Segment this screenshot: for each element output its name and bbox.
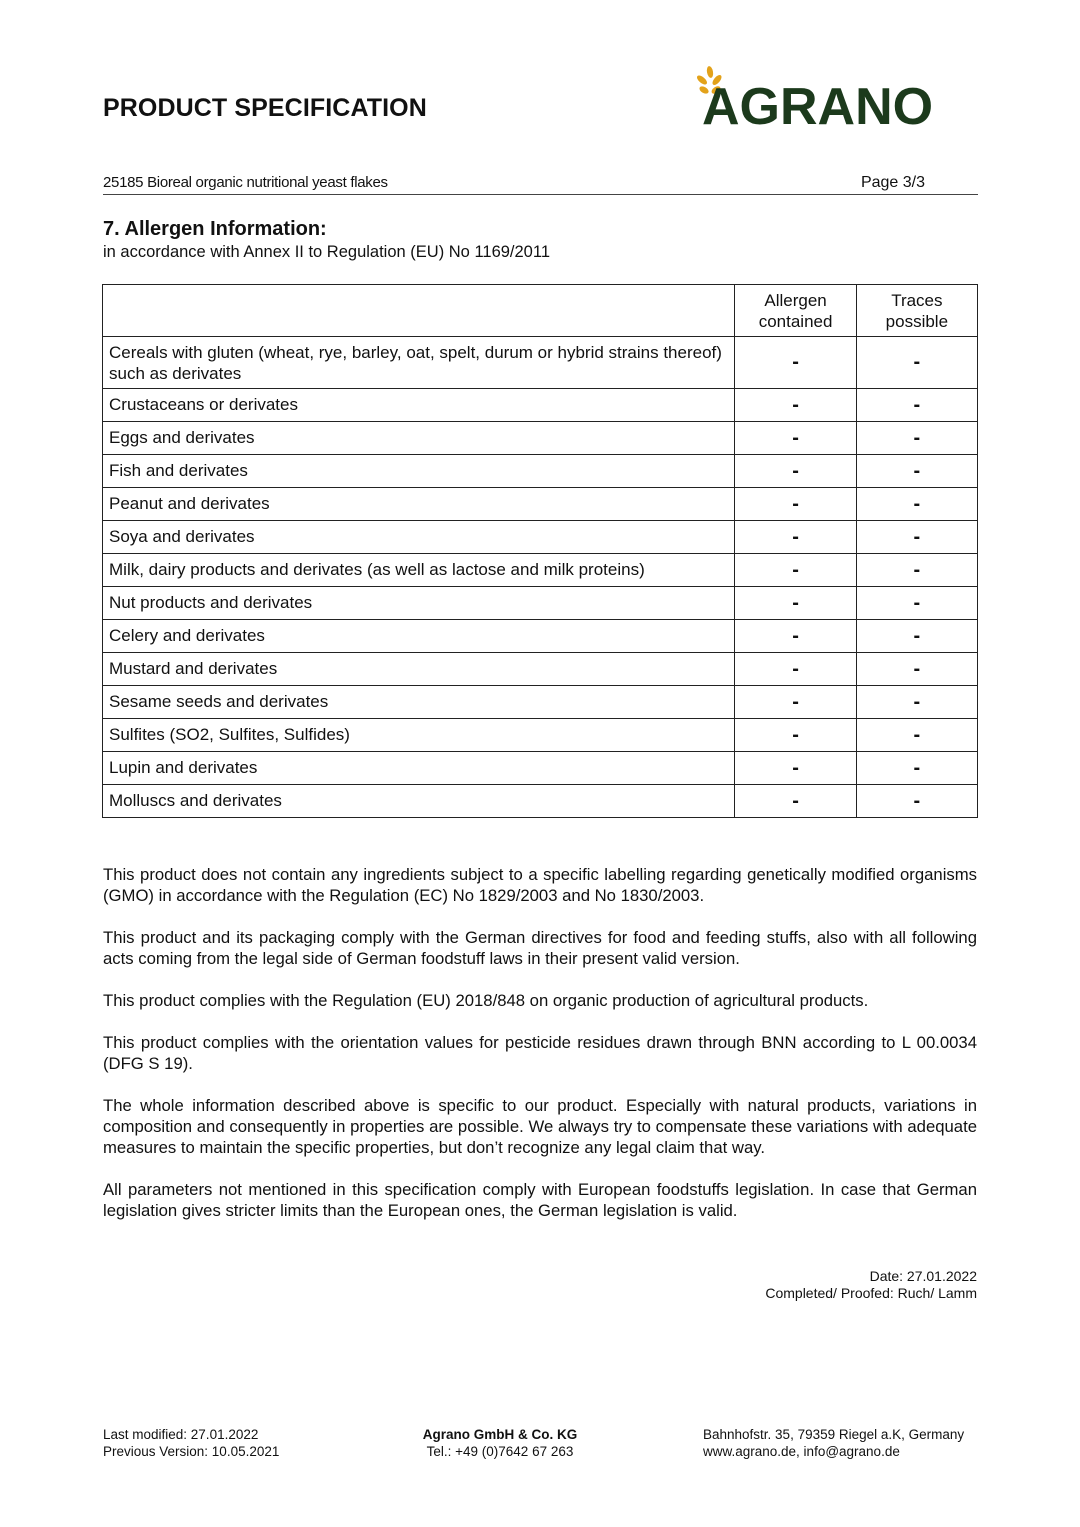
- table-row: [103, 620, 978, 653]
- allergen-contained-cell: -: [735, 719, 856, 752]
- allergen-contained-cell: -: [735, 686, 856, 719]
- allergen-contained-cell: -: [735, 455, 856, 488]
- allergen-contained-cell: -: [735, 554, 856, 587]
- allergen-contained-cell: -: [735, 337, 856, 389]
- statement-paragraph: This product does not contain any ingredients subject to a specific labelling regarding genetically modified organisms (GMO) in accordance with the Regulation (EC) No 1829/2003 and No 1830/2003.: [103, 865, 977, 905]
- allergen-name-cell: Celery and derivates: [103, 620, 735, 653]
- allergen-name-cell: Nut products and derivates: [103, 587, 735, 620]
- signoff-date: Date: 27.01.2022: [869, 1268, 977, 1284]
- header-traces-possible: Traces possible: [856, 285, 977, 337]
- table-row: [103, 488, 978, 521]
- traces-possible-cell: -: [856, 653, 977, 686]
- company-address: Bahnhofstr. 35, 79359 Riegel a.K, Germany: [703, 1427, 965, 1442]
- header-cell-empty: [103, 285, 735, 337]
- statement-paragraph: This product and its packaging comply with the German directives for food and feeding stuffs, also with all following acts coming from the legal side of German foodstuff laws in their present valid version.: [103, 928, 977, 968]
- table-row: [103, 389, 978, 422]
- allergen-name-cell: Molluscs and derivates: [103, 785, 735, 818]
- table-header-row: [103, 285, 978, 337]
- traces-possible-cell: -: [856, 455, 977, 488]
- traces-possible-cell: -: [856, 620, 977, 653]
- traces-possible-cell: -: [856, 785, 977, 818]
- allergen-name-cell: Eggs and derivates: [103, 422, 735, 455]
- traces-possible-cell: -: [856, 389, 977, 422]
- traces-possible-cell: -: [856, 719, 977, 752]
- table-row: [103, 719, 978, 752]
- statement-paragraph: The whole information described above is specific to our product. Especially with natural products, variations in composition and consequently in properties are possible. We always try to compensate these variations with adequate measures to maintain the specific properties, but don’t recognize any legal claim that way.: [103, 1096, 977, 1157]
- allergen-table: [102, 284, 978, 818]
- allergen-name-cell: Milk, dairy products and derivates (as well as lactose and milk proteins): [103, 554, 735, 587]
- company-name: Agrano GmbH & Co. KG: [422, 1427, 578, 1442]
- allergen-contained-cell: -: [735, 389, 856, 422]
- document-title: PRODUCT SPECIFICATION: [103, 94, 427, 122]
- company-web-email: www.agrano.de, info@agrano.de: [703, 1444, 900, 1459]
- table-row: [103, 337, 978, 389]
- footer-address: [703, 1426, 964, 1460]
- traces-possible-cell: -: [856, 337, 977, 389]
- traces-possible-cell: -: [856, 587, 977, 620]
- signoff-completed: Completed/ Proofed: Ruch/ Lamm: [765, 1285, 977, 1301]
- footer-versions: [103, 1426, 279, 1460]
- table-row: [103, 455, 978, 488]
- logo-wordmark: AGRANO: [702, 78, 934, 136]
- product-name: 25185 Bioreal organic nutritional yeast flakes: [103, 174, 388, 191]
- table-row: [103, 521, 978, 554]
- table-row: [103, 752, 978, 785]
- statement-paragraph: This product complies with the orientation values for pesticide residues drawn through BNN according to L 00.0034 (DFG S 19).: [103, 1033, 977, 1073]
- document-subheader: [103, 174, 978, 195]
- allergen-name-cell: Sesame seeds and derivates: [103, 686, 735, 719]
- agrano-logo: [696, 64, 934, 136]
- page-number: Page 3/3: [860, 174, 925, 191]
- table-row: [103, 785, 978, 818]
- allergen-name-cell: Sulfites (SO2, Sulfites, Sulfides): [103, 719, 735, 752]
- allergen-name-cell: Peanut and derivates: [103, 488, 735, 521]
- allergen-name-cell: Fish and derivates: [103, 455, 735, 488]
- allergen-contained-cell: -: [735, 653, 856, 686]
- allergen-contained-cell: -: [735, 488, 856, 521]
- traces-possible-cell: -: [856, 488, 977, 521]
- allergen-name-cell: Mustard and derivates: [103, 653, 735, 686]
- statements: [103, 864, 977, 1242]
- allergen-contained-cell: -: [735, 752, 856, 785]
- allergen-name-cell: Cereals with gluten (wheat, rye, barley, oat, spelt, durum or hybrid strains thereof) such as derivates: [103, 337, 735, 389]
- allergen-name-cell: Soya and derivates: [103, 521, 735, 554]
- company-phone: Tel.: +49 (0)7642 67 263: [426, 1444, 574, 1459]
- statement-paragraph: All parameters not mentioned in this specification comply with European foodstuffs legislation. In case that German legislation gives stricter limits than the European ones, the German legislation is valid.: [103, 1180, 977, 1220]
- last-modified: Last modified: 27.01.2022: [103, 1427, 259, 1442]
- table-row: [103, 653, 978, 686]
- statement-paragraph: This product complies with the Regulation (EU) 2018/848 on organic production of agricultural products.: [103, 991, 869, 1010]
- allergen-name-cell: Lupin and derivates: [103, 752, 735, 785]
- allergen-contained-cell: -: [735, 422, 856, 455]
- previous-version: Previous Version: 10.05.2021: [103, 1444, 280, 1459]
- allergen-contained-cell: -: [735, 587, 856, 620]
- signoff: [765, 1268, 977, 1302]
- table-row: [103, 554, 978, 587]
- allergen-contained-cell: -: [735, 785, 856, 818]
- table-row: [103, 422, 978, 455]
- allergen-contained-cell: -: [735, 620, 856, 653]
- header-allergen-contained: Allergen contained: [735, 285, 856, 337]
- footer-company: [380, 1426, 620, 1460]
- table-row: [103, 587, 978, 620]
- section-subtitle: in accordance with Annex II to Regulation (EU) No 1169/2011: [103, 243, 550, 261]
- traces-possible-cell: -: [856, 521, 977, 554]
- traces-possible-cell: -: [856, 752, 977, 785]
- traces-possible-cell: -: [856, 554, 977, 587]
- section-title: 7. Allergen Information:: [103, 218, 327, 240]
- traces-possible-cell: -: [856, 422, 977, 455]
- allergen-name-cell: Crustaceans or derivates: [103, 389, 735, 422]
- table-row: [103, 686, 978, 719]
- traces-possible-cell: -: [856, 686, 977, 719]
- allergen-contained-cell: -: [735, 521, 856, 554]
